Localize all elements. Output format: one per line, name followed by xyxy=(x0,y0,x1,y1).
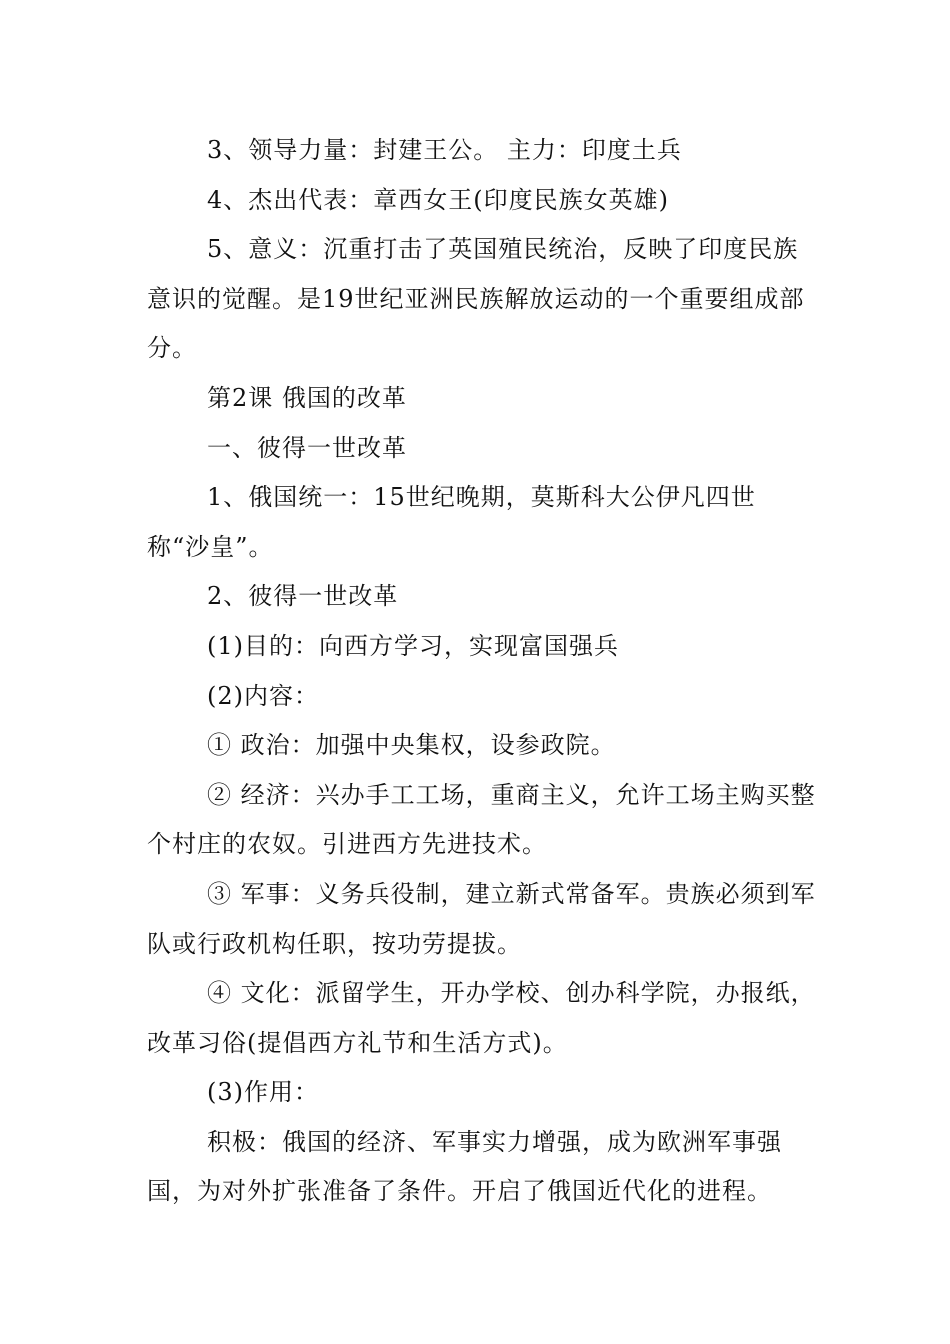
paragraph-significance: 5、意义：沉重打击了英国殖民统治，反映了印度民族意识的觉醒。是19世纪亚洲民族解放运动的一个重要组成部分。 xyxy=(147,235,805,363)
list-item-economy: ② 经济：兴办手工工场，重商主义，允许工场主购买整个村庄的农奴。引进西方先进技术。 xyxy=(147,780,816,859)
list-item-military: ③ 军事：义务兵役制，建立新式常备军。贵族必须到军队或行政机构任职，按功劳提拔。 xyxy=(147,879,816,958)
paragraph-effect-heading: (3)作用： xyxy=(207,1078,319,1107)
subheading-reform: 2、彼得一世改革 xyxy=(207,582,399,611)
document-body xyxy=(147,126,817,1217)
section-heading: 一、彼得一世改革 xyxy=(207,433,407,462)
paragraph-content-heading: (2)内容： xyxy=(207,681,319,710)
paragraph-representative: 4、杰出代表：章西女王(印度民族女英雄) xyxy=(207,185,669,214)
paragraph-unification: 1、俄国统一：15世纪晚期，莫斯科大公伊凡四世称“沙皇”。 xyxy=(147,483,756,561)
lesson-title: 第2课 俄国的改革 xyxy=(207,383,407,412)
paragraph-positive-effect: 积极：俄国的经济、军事实力增强，成为欧洲军事强国，为对外扩张准备了条件。开启了俄国近代化的进程。 xyxy=(147,1127,782,1206)
list-item-culture: ④ 文化：派留学生，开办学校、创办科学院，办报纸，改革习俗(提倡西方礼节和生活方式)。 xyxy=(147,979,816,1057)
paragraph-purpose: (1)目的：向西方学习，实现富国强兵 xyxy=(207,631,619,660)
paragraph-leadership: 3、领导力量：封建王公。 主力：印度土兵 xyxy=(207,136,682,164)
list-item-politics: ① 政治：加强中央集权，设参政院。 xyxy=(207,731,616,760)
